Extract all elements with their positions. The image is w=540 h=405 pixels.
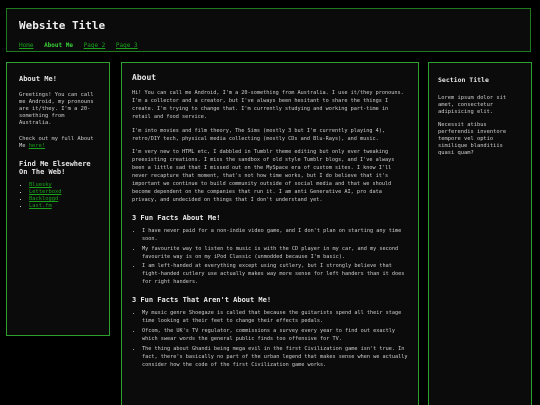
html-paragraph: I'm very new to HTML etc, I dabbled in Tumblr theme editing but only ever tweaking preexisting creations. I miss the sandbox of old style Tumblr blogs, and I've always been a little sad that I missed out on the MySpace era of custom sites. I know I'll never recapture that moment, that's not how time works, but I do believe that it's important we continue to build community outside of social media and that we should become dependent on the companies that run it. I am anti Generative AI, pro data privacy, and undecided on things that I don't understand yet.	[132, 149, 395, 203]
intro-paragraph: Hi! You can call me Android, I'm a 20-something from Australia. I use it/they pronouns. I'm a collector and a creator, but I've always been hesitant to share the things I create. I'm trying to change that. I'm currently studying and working part-time in retail and food service.	[132, 90, 404, 120]
about-text: Greetings! You can call me Android, my pronouns are it/they. I'm a 20-something from Australia.	[19, 92, 94, 126]
bluesky-link[interactable]: Bluesky	[29, 182, 52, 188]
list-item: • Ofcom, the UK's TV regulator, commissions a survey every year to find out exactly which swear words the general public finds too offensive for TV.	[142, 328, 408, 344]
list-item: • I have never paid for a non-indie video game, and I don't plan on starting any time soon.	[142, 228, 408, 244]
not-facts-heading: 3 Fun Facts That Aren't About Me!	[132, 296, 272, 305]
list-item: • I am left-handed at everything except using cutlery, but I strongly believe that fight-handed cutlery use actually makes way more sense for left handers than it does for right handers.	[142, 263, 408, 287]
main-nav	[19, 42, 145, 49]
list-item: • My music genre Shoegaze is called that because the guitarists spend all their stage time looking at their feet to change their effects pedals.	[142, 310, 408, 326]
main-content	[121, 62, 419, 405]
nav-home-link[interactable]: Home	[19, 42, 34, 49]
right-sidebar	[428, 62, 532, 405]
list-item	[29, 189, 97, 196]
list-item: • The thing about Ghandi being mega evil in the first Civilization game isn't true. In fact, there's basically no part of the urban legend that makes sense when we actually consider how the code of the first Civilization game works.	[142, 346, 408, 370]
list-item	[29, 203, 97, 210]
full-about-prefix: Check out my full About Me	[19, 136, 94, 149]
facts-heading: 3 Fun Facts About Me!	[132, 213, 221, 222]
facts-list	[132, 228, 408, 287]
lastfm-link[interactable]: Last.fm	[29, 203, 52, 209]
lorem-paragraph: Lorem ipsum dolor sit amet, consectetur adipisicing elit.	[438, 95, 507, 115]
backloggd-link[interactable]: Backloggd	[29, 196, 59, 202]
social-links-list	[19, 182, 97, 210]
nav-page2-link[interactable]: Page 2	[83, 42, 106, 49]
list-item	[29, 182, 97, 189]
full-about-link[interactable]: here!	[28, 143, 45, 149]
nav-page3-link[interactable]: Page 3	[115, 42, 138, 49]
full-about-text	[19, 136, 97, 150]
elsewhere-heading: Find Me Elsewhere On The Web!	[19, 160, 91, 176]
section-title: Section Title	[438, 76, 489, 84]
list-item: • My favourite way to listen to music is with the CD player in my car, and my second favourite way is on my iPod Classic (unmodded because I'm basic).	[142, 246, 408, 262]
nav-about-link[interactable]: About Me	[44, 42, 73, 49]
page-title: About	[132, 73, 157, 82]
interests-paragraph: I'm into movies and film theory, The Sims (mostly 3 but I'm currently playing 4), retro/DIY tech, physical media collecting (mostly CDs and Blu-Rays), and music.	[132, 127, 385, 142]
about-heading: About Me!	[19, 75, 57, 83]
list-item	[29, 196, 97, 203]
necessit-paragraph: Necessit atibus perferendis inventore tempore vel optio similique blanditiis quasi quam?	[438, 122, 507, 156]
left-sidebar	[6, 62, 110, 336]
site-header	[6, 8, 531, 52]
letterboxd-link[interactable]: Letterboxd	[29, 189, 62, 195]
not-facts-list	[132, 310, 408, 369]
site-title: Website Title	[19, 19, 106, 32]
